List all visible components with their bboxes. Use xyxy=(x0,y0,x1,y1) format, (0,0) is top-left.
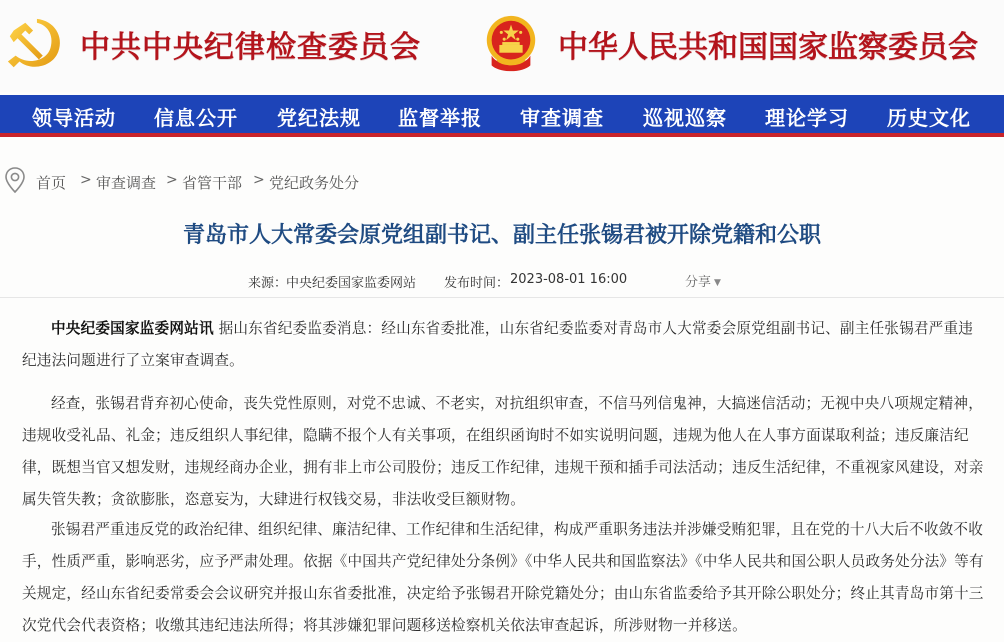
share-label: 分享 xyxy=(685,275,712,290)
article-paragraph xyxy=(22,514,984,642)
breadcrumb-provincial-cadres[interactable]: 省管干部 xyxy=(182,174,243,192)
nsc-brand[interactable] xyxy=(480,10,978,78)
breadcrumb-separator: > xyxy=(166,172,178,188)
site-header xyxy=(0,0,1004,92)
paragraph-text: 经查，张锡君背弃初心使命，丧失党性原则，对党不忠诚、不老实，对抗组织审查，不信马列信鬼神，大搞迷信活动；无视中央八项规定精神，违规收受礼品、礼金；违反组织人事纪律，隐瞒不报个人有关事项，在组织函询时不如实说明问题，违规为他人在人事方面谋取利益；违反廉洁纪律，既想当官又想发财，违规经商办企业，拥有非上市公司股份；违反工作纪律，违规干预和插手司法活动；违反生活纪律，不重视家风建设，对亲属失管失教；贪欲膨胀，恣意妄为，大肆进行权钱交易，非法收受巨额财物。 xyxy=(22,395,984,508)
source-label: 来源： xyxy=(248,276,288,291)
dateline: 中央纪委国家监委网站讯 xyxy=(51,320,214,337)
breadcrumb-separator: > xyxy=(253,172,265,188)
share-button[interactable] xyxy=(685,271,721,290)
breadcrumb-separator: > xyxy=(80,172,92,188)
publish-time-value: 2023-08-01 16:00 xyxy=(510,272,628,287)
source-value: 中央纪委国家监委网站 xyxy=(286,276,417,291)
paragraph-text: 张锡君严重违反党的政治纪律、组织纪律、廉洁纪律、工作纪律和生活纪律，构成严重职务违法并涉嫌受贿犯罪，且在党的十八大后不收敛不收手，性质严重，影响恶劣，应予严肃处理。依据《中国共产党纪律处分条例》《中华人民共和国监察法》《中华人民共和国公职人员政务处分法》等有关规定，经山东省纪委常委会会议研究并报山东省委批准，决定给予张锡君开除党籍处分；由山东省监委给予其开除公职处分；终止其青岛市第十三次党代会代表资格；收缴其违纪违法所得；将其涉嫌犯罪问题移送检察机关依法审查起诉，所涉财物一并移送。 xyxy=(22,521,984,634)
nav-item-party-regulations[interactable]: 党纪法规 xyxy=(277,106,361,130)
article-paragraph xyxy=(22,388,984,516)
article-paragraph xyxy=(22,313,984,377)
nav-item-inspection[interactable]: 巡视巡察 xyxy=(643,106,727,130)
ccdi-brand[interactable] xyxy=(4,10,421,78)
nav-item-info-disclosure[interactable]: 信息公开 xyxy=(154,106,238,130)
ccdi-name: 中共中央纪律检查委员会 xyxy=(80,30,421,65)
header-divider xyxy=(0,297,1004,298)
publish-time-label: 发布时间： xyxy=(444,276,510,291)
location-pin-icon xyxy=(4,166,26,194)
paragraph-text: 据山东省纪委监委消息：经山东省委批准，山东省纪委监委对青岛市人大常委会原党组副书记、副主任张锡君严重违纪违法问题进行了立案审查调查。 xyxy=(22,320,974,369)
nav-item-theory-study[interactable]: 理论学习 xyxy=(765,106,849,130)
nav-item-supervision-report[interactable]: 监督举报 xyxy=(398,106,482,130)
breadcrumb-review-investigation[interactable]: 审查调查 xyxy=(96,174,157,192)
main-nav xyxy=(0,95,1004,137)
nav-item-review-investigation[interactable]: 审查调查 xyxy=(520,106,604,130)
breadcrumb-party-discipline[interactable]: 党纪政务处分 xyxy=(269,174,360,192)
nav-item-history-culture[interactable]: 历史文化 xyxy=(887,106,971,130)
national-emblem-icon xyxy=(480,13,542,75)
nsc-name: 中华人民共和国国家监察委员会 xyxy=(558,30,978,65)
caret-down-icon: ▼ xyxy=(714,278,721,288)
nav-item-leadership[interactable]: 领导活动 xyxy=(32,106,116,130)
party-emblem-icon xyxy=(4,13,66,75)
breadcrumb-home[interactable]: 首页 xyxy=(36,174,67,192)
article-title: 青岛市人大常委会原党组副书记、副主任张锡君被开除党籍和公职 xyxy=(182,223,821,248)
